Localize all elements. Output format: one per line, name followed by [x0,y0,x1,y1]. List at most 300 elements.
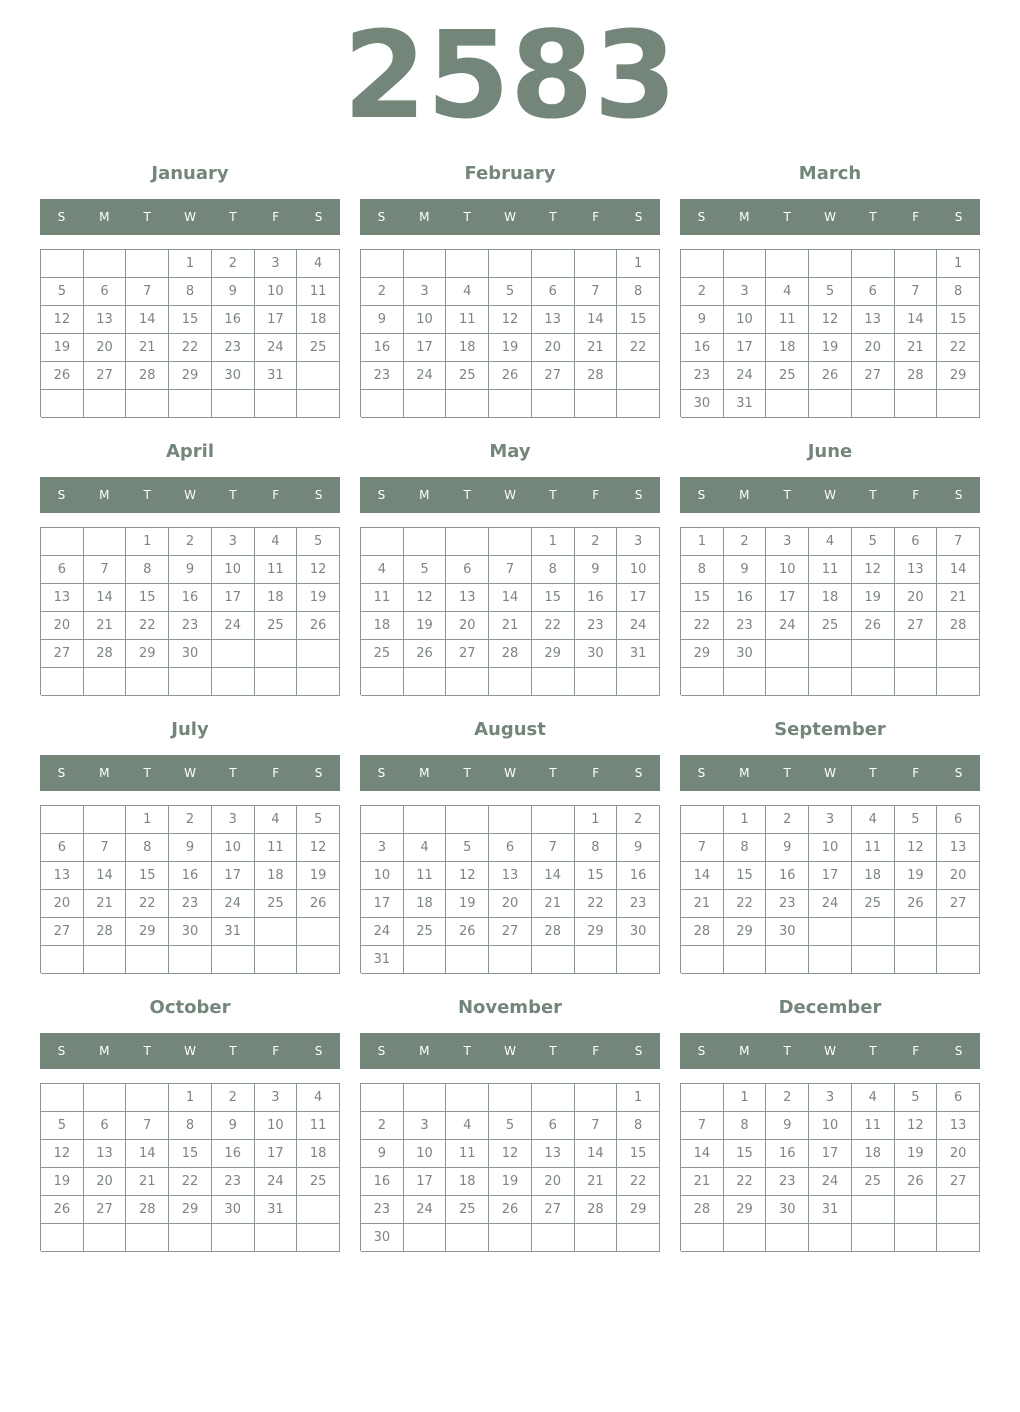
day-cell: 1 [724,1084,767,1112]
day-cell: 5 [489,278,532,306]
day-cell: 25 [297,1168,340,1196]
weekday-label: F [592,488,600,502]
day-cell: 25 [809,612,852,640]
empty-cell [489,668,532,696]
day-cell: 10 [809,834,852,862]
day-cell: 12 [895,834,938,862]
weekday-label: T [549,1044,557,1058]
day-cell: 13 [84,1140,127,1168]
day-cell: 1 [169,250,212,278]
weekday-label: W [184,766,196,780]
day-cell: 25 [255,612,298,640]
day-cell: 25 [297,334,340,362]
day-cell: 30 [169,918,212,946]
weekday-label: S [634,210,643,224]
day-cell: 27 [895,612,938,640]
empty-cell [446,250,489,278]
weekday-label: F [912,1044,920,1058]
day-cell: 9 [724,556,767,584]
weekday-label: S [314,210,323,224]
day-cell: 4 [809,528,852,556]
day-cell: 7 [575,1112,618,1140]
weekday-label: F [912,766,920,780]
empty-cell [852,668,895,696]
day-cell: 14 [126,1140,169,1168]
empty-cell [446,1224,489,1252]
day-cell: 20 [852,334,895,362]
empty-cell [489,806,532,834]
weekday-label: F [912,488,920,502]
empty-cell [766,668,809,696]
day-cell: 3 [404,1112,447,1140]
day-cell: 15 [126,584,169,612]
day-cell: 20 [489,890,532,918]
day-cell: 22 [681,612,724,640]
empty-cell [361,390,404,418]
day-cell: 2 [169,528,212,556]
weekday-label: S [954,766,963,780]
day-cell: 13 [41,584,84,612]
weekday-label: S [377,210,386,224]
day-cell: 4 [446,1112,489,1140]
day-cell: 26 [41,1196,84,1224]
day-cell: 27 [532,362,575,390]
day-cell: 20 [41,890,84,918]
day-cell: 4 [255,528,298,556]
weekday-label: W [184,488,196,502]
day-cell: 22 [724,890,767,918]
day-cell: 8 [617,1112,660,1140]
empty-cell [489,390,532,418]
day-cell: 29 [126,918,169,946]
weekday-label: S [377,1044,386,1058]
day-grid [360,249,660,417]
weekday-label: T [143,488,151,502]
day-cell: 7 [575,278,618,306]
day-cell: 7 [126,278,169,306]
day-cell: 18 [852,862,895,890]
empty-cell [681,668,724,696]
day-grid [680,805,980,973]
day-cell: 7 [489,556,532,584]
weekday-header [40,1033,340,1069]
day-cell: 2 [212,1084,255,1112]
empty-cell [84,250,127,278]
day-cell: 16 [766,862,809,890]
empty-cell [937,918,980,946]
day-cell: 28 [575,1196,618,1224]
day-cell: 10 [617,556,660,584]
weekday-header [40,755,340,791]
day-cell: 17 [212,862,255,890]
weekday-header [680,755,980,791]
empty-cell [575,1224,618,1252]
weekday-label: F [272,488,280,502]
day-cell: 14 [84,862,127,890]
weekday-label: M [739,210,750,224]
weekday-label: S [57,488,66,502]
day-cell: 23 [361,362,404,390]
day-cell: 28 [895,362,938,390]
empty-cell [404,250,447,278]
empty-cell [404,390,447,418]
day-cell: 12 [852,556,895,584]
day-grid [680,527,980,695]
day-cell: 20 [937,1140,980,1168]
day-cell: 16 [212,306,255,334]
day-cell: 10 [361,862,404,890]
day-cell: 25 [361,640,404,668]
day-cell: 6 [532,278,575,306]
day-cell: 14 [575,1140,618,1168]
day-cell: 24 [617,612,660,640]
day-cell: 20 [895,584,938,612]
day-cell: 3 [724,278,767,306]
empty-cell [404,946,447,974]
empty-cell [255,640,298,668]
day-cell: 14 [126,306,169,334]
empty-cell [681,806,724,834]
day-cell: 28 [681,918,724,946]
empty-cell [41,1084,84,1112]
day-cell: 24 [212,890,255,918]
day-cell: 24 [404,362,447,390]
day-cell: 29 [532,640,575,668]
empty-cell [84,528,127,556]
weekday-label: M [419,488,430,502]
day-grid [40,527,340,695]
day-cell: 23 [212,1168,255,1196]
day-cell: 23 [212,334,255,362]
empty-cell [404,668,447,696]
day-cell: 30 [766,918,809,946]
day-cell: 5 [297,806,340,834]
day-cell: 16 [766,1140,809,1168]
empty-cell [489,528,532,556]
empty-cell [532,946,575,974]
day-cell: 25 [852,1168,895,1196]
day-cell: 28 [126,362,169,390]
weekday-header [360,755,660,791]
weekday-header [680,199,980,235]
day-cell: 3 [809,806,852,834]
day-cell: 23 [361,1196,404,1224]
day-cell: 8 [532,556,575,584]
empty-cell [361,806,404,834]
day-grid [680,1083,980,1251]
empty-cell [126,1224,169,1252]
day-cell: 12 [404,584,447,612]
empty-cell [617,390,660,418]
day-cell: 21 [532,890,575,918]
day-cell: 18 [255,862,298,890]
weekday-label: S [697,1044,706,1058]
weekday-label: W [504,1044,516,1058]
weekday-label: T [463,488,471,502]
day-cell: 2 [361,1112,404,1140]
day-cell: 17 [404,1168,447,1196]
day-cell: 25 [255,890,298,918]
day-cell: 18 [297,1140,340,1168]
day-cell: 22 [126,890,169,918]
day-cell: 19 [895,862,938,890]
empty-cell [212,390,255,418]
day-cell: 8 [575,834,618,862]
month-may [360,434,660,704]
empty-cell [575,668,618,696]
day-cell: 3 [212,806,255,834]
day-cell: 2 [681,278,724,306]
month-name: March [798,163,862,184]
day-cell: 19 [41,1168,84,1196]
empty-cell [724,1224,767,1252]
day-cell: 15 [126,862,169,890]
weekday-label: F [272,210,280,224]
day-cell: 10 [724,306,767,334]
day-cell: 16 [361,334,404,362]
day-cell: 14 [532,862,575,890]
day-cell: 5 [297,528,340,556]
day-cell: 30 [361,1224,404,1252]
weekday-label: T [869,210,877,224]
day-cell: 11 [297,1112,340,1140]
weekday-label: T [549,766,557,780]
empty-cell [404,806,447,834]
day-cell: 2 [617,806,660,834]
day-cell: 18 [446,1168,489,1196]
empty-cell [255,1224,298,1252]
day-cell: 30 [617,918,660,946]
weekday-label: W [824,766,836,780]
day-cell: 21 [575,1168,618,1196]
day-cell: 7 [84,834,127,862]
empty-cell [84,390,127,418]
day-cell: 4 [852,1084,895,1112]
day-cell: 7 [895,278,938,306]
day-cell: 8 [724,1112,767,1140]
empty-cell [681,1084,724,1112]
day-cell: 24 [766,612,809,640]
day-cell: 27 [41,918,84,946]
day-cell: 10 [255,1112,298,1140]
day-cell: 17 [724,334,767,362]
empty-cell [212,1224,255,1252]
empty-cell [41,528,84,556]
day-cell: 17 [361,890,404,918]
day-cell: 23 [681,362,724,390]
empty-cell [766,390,809,418]
day-cell: 16 [724,584,767,612]
weekday-label: F [272,766,280,780]
month-name: June [807,441,853,462]
day-cell: 17 [809,862,852,890]
day-cell: 13 [937,1112,980,1140]
day-cell: 18 [852,1140,895,1168]
day-cell: 21 [681,890,724,918]
day-cell: 3 [617,528,660,556]
empty-cell [724,946,767,974]
day-cell: 1 [617,1084,660,1112]
weekday-label: S [634,1044,643,1058]
day-cell: 30 [169,640,212,668]
day-cell: 29 [126,640,169,668]
empty-cell [532,390,575,418]
weekday-label: F [592,766,600,780]
day-cell: 22 [532,612,575,640]
day-cell: 13 [446,584,489,612]
weekday-label: S [954,1044,963,1058]
empty-cell [532,250,575,278]
weekday-label: T [463,766,471,780]
empty-cell [532,1084,575,1112]
empty-cell [937,390,980,418]
month-november [360,990,660,1260]
weekday-label: T [869,766,877,780]
day-cell: 1 [532,528,575,556]
day-cell: 28 [575,362,618,390]
day-cell: 22 [617,1168,660,1196]
day-cell: 15 [937,306,980,334]
empty-cell [681,1224,724,1252]
day-cell: 4 [766,278,809,306]
day-cell: 17 [212,584,255,612]
empty-cell [297,640,340,668]
day-cell: 10 [255,278,298,306]
day-cell: 9 [169,834,212,862]
day-cell: 14 [681,862,724,890]
day-cell: 9 [361,1140,404,1168]
empty-cell [575,1084,618,1112]
day-cell: 23 [575,612,618,640]
day-grid [40,805,340,973]
weekday-label: T [463,1044,471,1058]
weekday-label: W [184,1044,196,1058]
day-cell: 30 [212,362,255,390]
day-cell: 6 [41,834,84,862]
empty-cell [255,390,298,418]
day-cell: 19 [852,584,895,612]
empty-cell [575,946,618,974]
weekday-label: M [739,766,750,780]
day-cell: 13 [41,862,84,890]
empty-cell [126,250,169,278]
day-cell: 30 [724,640,767,668]
day-cell: 15 [681,584,724,612]
day-cell: 28 [84,640,127,668]
empty-cell [84,946,127,974]
empty-cell [297,362,340,390]
day-cell: 20 [532,1168,575,1196]
weekday-label: S [954,488,963,502]
day-cell: 28 [84,918,127,946]
day-cell: 6 [446,556,489,584]
day-cell: 17 [809,1140,852,1168]
empty-cell [84,806,127,834]
day-cell: 22 [937,334,980,362]
weekday-label: M [419,210,430,224]
day-cell: 22 [617,334,660,362]
day-cell: 12 [446,862,489,890]
weekday-label: S [314,1044,323,1058]
day-cell: 11 [255,834,298,862]
weekday-label: T [143,766,151,780]
day-cell: 9 [212,278,255,306]
day-cell: 25 [852,890,895,918]
empty-cell [489,1224,532,1252]
month-name: September [774,719,886,740]
day-cell: 19 [489,334,532,362]
day-cell: 20 [937,862,980,890]
month-name: May [489,441,531,462]
day-cell: 16 [212,1140,255,1168]
empty-cell [41,390,84,418]
day-cell: 27 [937,1168,980,1196]
empty-cell [852,390,895,418]
empty-cell [297,946,340,974]
day-cell: 31 [255,1196,298,1224]
empty-cell [681,250,724,278]
day-cell: 20 [446,612,489,640]
day-cell: 27 [446,640,489,668]
day-cell: 13 [852,306,895,334]
weekday-label: S [377,488,386,502]
day-cell: 6 [937,1084,980,1112]
day-cell: 21 [895,334,938,362]
day-cell: 19 [404,612,447,640]
empty-cell [852,946,895,974]
day-cell: 25 [766,362,809,390]
empty-cell [169,668,212,696]
empty-cell [297,1224,340,1252]
empty-cell [532,1224,575,1252]
empty-cell [255,946,298,974]
day-cell: 15 [575,862,618,890]
day-cell: 30 [766,1196,809,1224]
day-cell: 21 [126,334,169,362]
day-cell: 29 [724,1196,767,1224]
month-name: January [151,163,229,184]
empty-cell [724,668,767,696]
day-cell: 8 [724,834,767,862]
day-cell: 17 [255,1140,298,1168]
day-cell: 3 [212,528,255,556]
day-cell: 17 [404,334,447,362]
day-cell: 9 [617,834,660,862]
weekday-label: W [824,1044,836,1058]
month-name: July [171,719,209,740]
empty-cell [446,668,489,696]
empty-cell [297,668,340,696]
day-cell: 16 [681,334,724,362]
day-cell: 25 [404,918,447,946]
day-cell: 8 [681,556,724,584]
day-cell: 6 [895,528,938,556]
day-cell: 26 [895,1168,938,1196]
day-cell: 18 [446,334,489,362]
empty-cell [532,668,575,696]
weekday-label: W [824,488,836,502]
empty-cell [297,390,340,418]
day-cell: 19 [809,334,852,362]
day-cell: 14 [84,584,127,612]
day-cell: 12 [809,306,852,334]
empty-cell [255,918,298,946]
empty-cell [404,1224,447,1252]
day-cell: 18 [297,306,340,334]
empty-cell [852,250,895,278]
empty-cell [617,668,660,696]
day-cell: 9 [169,556,212,584]
